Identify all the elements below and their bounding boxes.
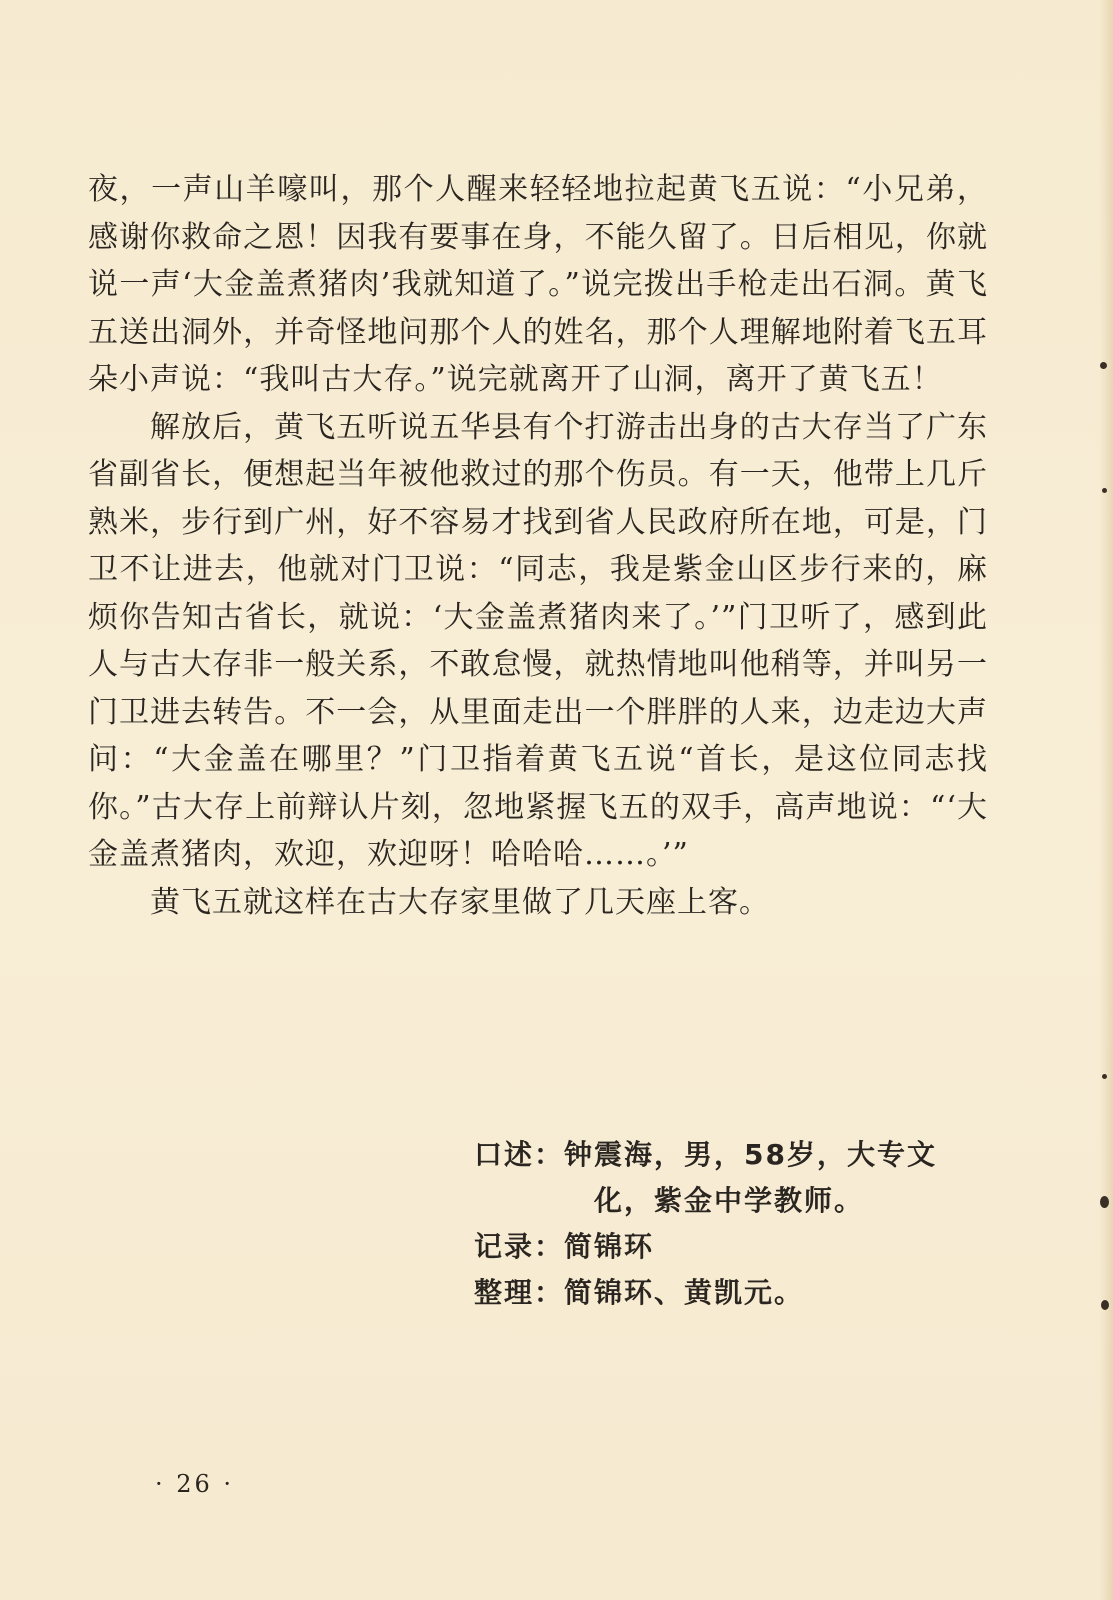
narrator-continuation: 化，紫金中学教师。 [594, 1184, 865, 1217]
editor-row [474, 1270, 1004, 1316]
recorder-label: 记录： [474, 1230, 565, 1263]
narrator-row [474, 1132, 1004, 1178]
print-speck [1100, 1196, 1109, 1208]
paragraph-1: 夜，一声山羊嚎叫，那个人醒来轻轻地拉起黄飞五说：“小兄弟，感谢你救命之恩！因我有要事在身，不能久留了。日后相见，你就说一声‘大金盖煮猪肉’我就知道了。”说完拨出手枪走出石洞。黄飞五送出洞外，并奇怪地问那个人的姓名，那个人理解地附着飞五耳朵小声说：“我叫古大存。”说完就离开了山洞，离开了黄飞五！ [88, 172, 988, 397]
recorder-value: 简锦环 [564, 1230, 655, 1263]
print-speck [1101, 1300, 1109, 1310]
paragraph-2: 解放后，黄飞五听说五华县有个打游击出身的古大存当了广东省副省长，便想起当年被他救过的那个伤员。有一天，他带上几斤熟米，步行到广州，好不容易才找到省人民政府所在地，可是，门卫不让进去，他就对门卫说：“同志，我是紫金山区步行来的，麻烦你告知古省长，就说：‘大金盖煮猪肉来了。’”门卫听了，感到此人与古大存非一般关系，不敢怠慢，就热情地叫他稍等，并叫另一门卫进去转告。不一会，从里面走出一个胖胖的人来，边走边大声问：“大金盖在哪里？”门卫指着黄飞五说“首长，是这位同志找你。”古大存上前辩认片刻，忽地紧握飞五的双手，高声地说：“‘大金盖煮猪肉，欢迎，欢迎呀！哈哈哈……。’” [88, 409, 988, 872]
recorder-row [474, 1224, 1004, 1270]
narrator-value: 钟震海，男，58岁，大专文 [564, 1138, 937, 1171]
editor-value: 简锦环、黄凯元。 [564, 1276, 805, 1309]
paragraph-3: 黄飞五就这样在古大存家里做了几天座上客。 [150, 884, 770, 920]
page-number: · 26 · [155, 1470, 235, 1498]
editor-label: 整理： [474, 1276, 565, 1309]
print-speck [1100, 362, 1107, 369]
print-speck [1102, 488, 1107, 493]
credits-block [474, 1132, 1004, 1316]
print-speck [1102, 1074, 1107, 1079]
page-edge [1099, 0, 1113, 1600]
narrator-label: 口述： [474, 1138, 565, 1171]
body-text [88, 166, 988, 926]
